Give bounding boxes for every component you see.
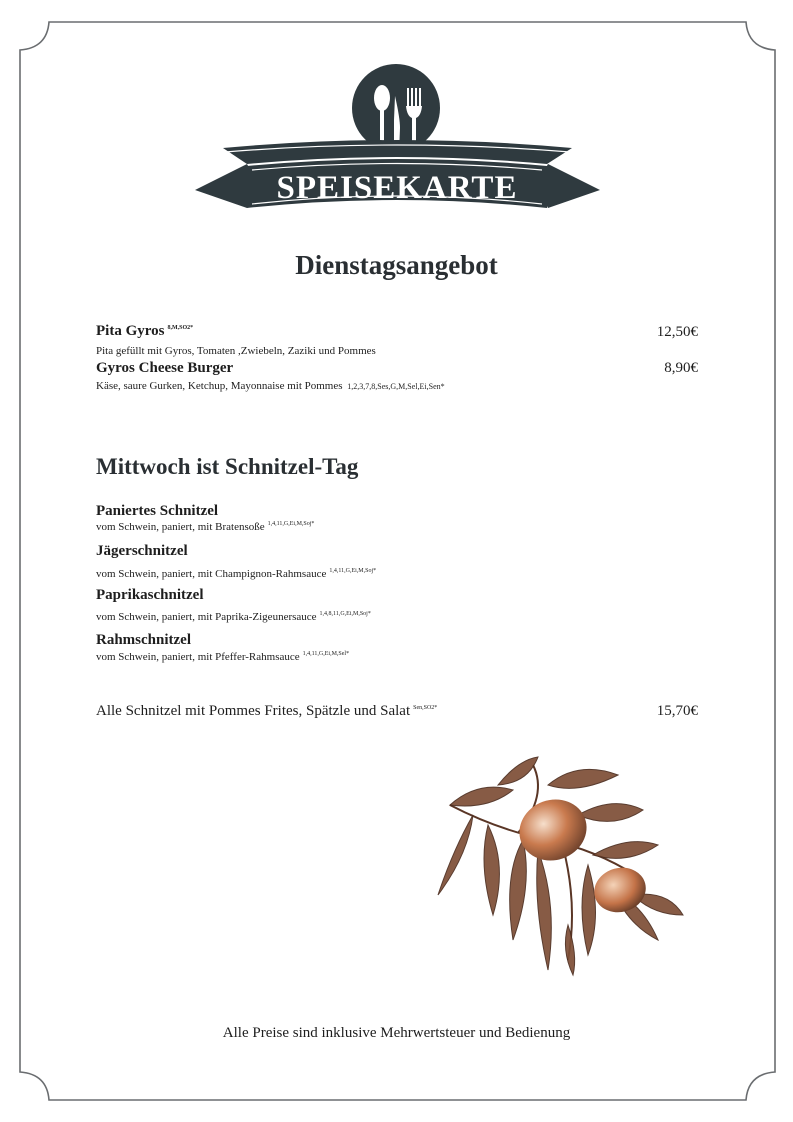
allergen-codes: 8,M,SO2*: [167, 325, 194, 331]
item-description: [96, 521, 314, 533]
item-description: [96, 651, 349, 663]
description-text: vom Schwein, paniert, mit Pfeffer-Rahmsauce: [96, 651, 300, 663]
menu-item-paniertes-schnitzel: Paniertes Schnitzel: [96, 503, 219, 519]
schnitzel-summary: [96, 703, 437, 720]
footer-note: Alle Preise sind inklusive Mehrwertsteuer und Bedienung: [222, 1025, 571, 1041]
allergen-codes: 1,4,11,G,Ei,M,Sel*: [302, 651, 350, 658]
allergen-codes: 1,2,3,7,8,Ses,G,M,Sel,Ei,Sen*: [347, 382, 445, 391]
item-name: Gyros Cheese Burger: [96, 360, 234, 376]
logo: [195, 58, 600, 238]
description-text: vom Schwein, paniert, mit Bratensoße: [96, 521, 265, 533]
price-schnitzel: 15,70€: [656, 703, 698, 719]
section-title-wednesday: Mittwoch ist Schnitzel-Tag: [96, 454, 359, 479]
menu-item-gyros-cheese-burger: [96, 360, 233, 377]
menu-item-jaegerschnitzel: Jägerschnitzel: [96, 543, 188, 559]
description-text: vom Schwein, paniert, mit Champignon-Rahmsauce: [96, 568, 327, 580]
item-description: [96, 568, 376, 580]
allergen-codes: 1,4,8,11,G,Ei,M,Soj*: [319, 611, 371, 618]
menu-item-paprikaschnitzel: Paprikaschnitzel: [96, 587, 204, 603]
olive-branch-illustration: [428, 755, 690, 980]
banner-text: SPEISEKARTE: [276, 170, 518, 206]
price-pita-gyros: 12,50€: [656, 324, 698, 340]
item-description: [96, 611, 371, 623]
menu-item-rahmschnitzel: Rahmschnitzel: [96, 632, 191, 648]
menu-item-pita-gyros: [96, 323, 193, 340]
allergen-codes: Sen,SO2*: [413, 705, 438, 711]
summary-text: Alle Schnitzel mit Pommes Frites, Spätzle und Salat: [96, 703, 411, 719]
item-description: [96, 380, 445, 392]
item-description: Pita gefüllt mit Gyros, Tomaten ,Zwiebeln, Zaziki und Pommes: [96, 345, 376, 357]
price-gyros-cheese-burger: 8,90€: [664, 360, 698, 376]
section-title-tuesday: Dienstagsangebot: [295, 250, 498, 280]
allergen-codes: 1,4,11,G,Ei,M,Soj*: [329, 568, 377, 575]
description-text: Käse, saure Gurken, Ketchup, Mayonnaise mit Pommes: [96, 380, 343, 392]
allergen-codes: 1,4,11,G,Ei,M,Soj*: [267, 521, 315, 528]
description-text: vom Schwein, paniert, mit Paprika-Zigeunersauce: [96, 611, 317, 623]
item-name: Pita Gyros: [96, 323, 165, 339]
